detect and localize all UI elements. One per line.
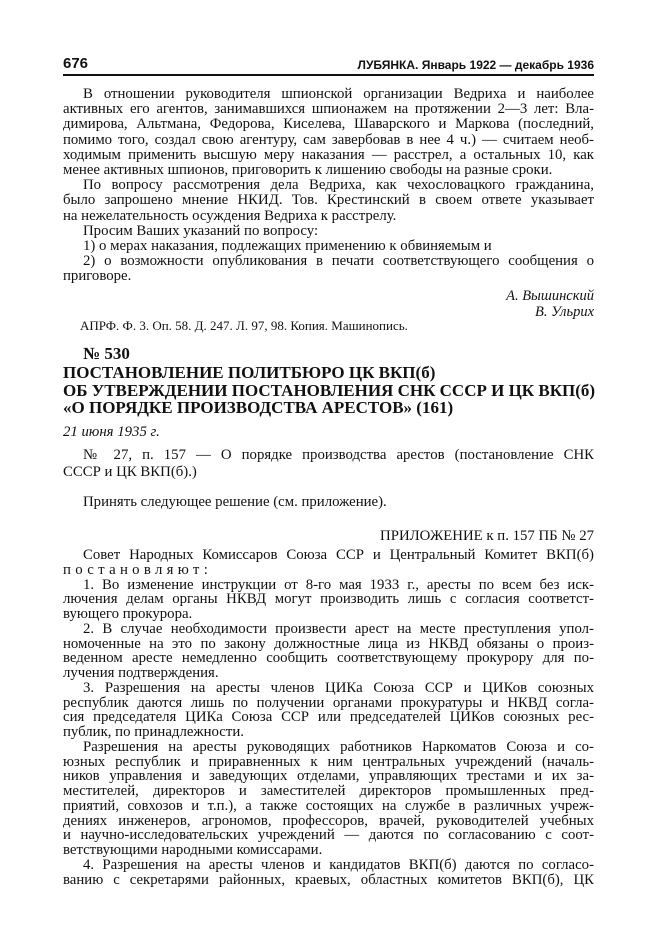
text-line: ванию с секретарями районных, краевых, областных комитетов ВКП(б), ЦК <box>63 872 594 888</box>
text-line: димирова, Альтмана, Федорова, Киселева, Шаварского и Маркова (последний, <box>63 117 594 133</box>
text-line: постановляют: <box>63 562 213 578</box>
page-number: 676 <box>63 55 89 72</box>
text-line: сия председателя ЦИКа Союза ССР или председателей ЦИКов союзных рес- <box>63 710 594 725</box>
text-line: По вопросу рассмотрения дела Ведриха, как чехословацкого гражданина, <box>83 178 594 194</box>
text-line: Совет Народных Комиссаров Союза ССР и Центральный Комитет ВКП(б) <box>83 548 594 563</box>
decision-text: Принять следующее решение (см. приложение). <box>83 494 387 510</box>
text-line: 4. Разрешения на аресты членов и кандидатов ВКП(б) даются по согласо- <box>83 857 594 873</box>
running-title: ЛУБЯНКА. Январь 1922 — декабрь 1936 <box>357 58 594 72</box>
text-line: номоченные на это по закону должностные лица из НКВД обязаны о произ- <box>63 636 594 652</box>
document-title <box>63 364 595 417</box>
text-line: ветствующими народными комиссарами. <box>63 843 323 858</box>
letter-body <box>63 87 594 284</box>
text-line: было запрошено мнение НКИД. Тов. Крестинский в своем ответе указывает <box>63 193 594 209</box>
signatures <box>506 288 594 320</box>
text-line: В отношении руководителя шпионской организации Ведриха и наиболее <box>83 87 594 102</box>
text-line: на нежелательность осуждения Ведриха к расстрелу. <box>63 208 397 224</box>
signature-ulrikh: В. Ульрих <box>535 304 594 320</box>
text-line: 2. В случае необходимости произвести арест на месте преступления упол- <box>83 621 594 637</box>
document-number: № 530 <box>83 344 130 363</box>
text-line: 1) о мерах наказания, подлежащих применению к обвиняемым и <box>83 238 492 254</box>
text-line: вующего прокурора. <box>63 607 193 622</box>
text-line: и научно-исследовательских учреждений — даются по согласованию с соот- <box>63 828 594 843</box>
header-rule <box>63 74 594 76</box>
text-line: помимо того, создал свою агентуру, сам завербовав в нее 4 ч.) — считаем необ- <box>63 132 594 148</box>
title-line: «О ПОРЯДКЕ ПРОИЗВОДСТВА АРЕСТОВ» (161) <box>63 398 454 417</box>
text-line: лючения делам органы НКВД могут производить лишь с согласия соответст- <box>63 592 594 607</box>
text-line: активных его агентов, занимавшихся шпионажем на протяжении 2—3 лет: Вла- <box>63 102 594 118</box>
appendix-label: ПРИЛОЖЕНИЕ к п. 157 ПБ № 27 <box>380 528 594 544</box>
text-line: ходимым применить высшую меру наказания — расстрел, а остальных 10, как <box>63 147 594 163</box>
text-line: 2) о возможности опубликования в печати соответствующего сообщения о <box>83 254 594 270</box>
text-line: республик даются лишь по получении органами прокуратуры и НКВД согла- <box>63 695 594 711</box>
text-line: приятий, совхозов и т.п.), а также состоящих на службе в различных учреж- <box>63 798 594 814</box>
text-line: менее активных шпионов, приговорить к лишению свободы на разные сроки. <box>63 162 553 178</box>
text-line: юзных республик и приравненных к ним центральных учреждений (началь- <box>63 754 594 770</box>
text-line: местителей, директоров и заместителей директоров промышленных пред- <box>63 784 594 799</box>
text-line: СССР и ЦК ВКП(б).) <box>63 464 197 480</box>
text-line: 1. Во изменение инструкции от 8-го мая 1933 г., аресты по всем без иск- <box>83 577 594 593</box>
protocol-item <box>63 447 594 481</box>
title-line: ОБ УТВЕРЖДЕНИИ ПОСТАНОВЛЕНИЯ СНК СССР И ЦК ВКП(б) <box>63 380 596 400</box>
text-line: ников управления и заведующих отделами, управляющих трестами и их за- <box>63 769 594 784</box>
text-line: Просим Ваших указаний по вопросу: <box>83 223 319 239</box>
text-line: веденном аресте немедленно сообщить соответствующему прокурору для по- <box>63 651 594 666</box>
text-line: 3. Разрешения на аресты членов ЦИКа Союза ССР и ЦИКов союзных <box>83 680 594 696</box>
text-line: публик, по принадлежности. <box>63 725 244 740</box>
text-line: № 27, п. 157 — О порядке производства арестов (постановление СНК <box>83 447 594 463</box>
text-line: дениях инженеров, агрономов, профессоров, врачей, руководителей учебных <box>63 813 594 829</box>
text-line: лучения подтверждения. <box>63 666 219 681</box>
signature-vyshinsky: А. Вышинский <box>506 288 594 304</box>
text-line: приговоре. <box>63 269 132 285</box>
document-date: 21 июня 1935 г. <box>63 424 160 440</box>
text-line: Разрешения на аресты руководящих работников Наркоматов Союза и со- <box>83 739 594 755</box>
title-line: ПОСТАНОВЛЕНИЕ ПОЛИТБЮРО ЦК ВКП(б) <box>63 363 436 382</box>
appendix-body <box>63 548 594 887</box>
archive-reference: АПРФ. Ф. 3. Оп. 58. Д. 247. Л. 97, 98. Копия. Машинопись. <box>80 318 408 333</box>
